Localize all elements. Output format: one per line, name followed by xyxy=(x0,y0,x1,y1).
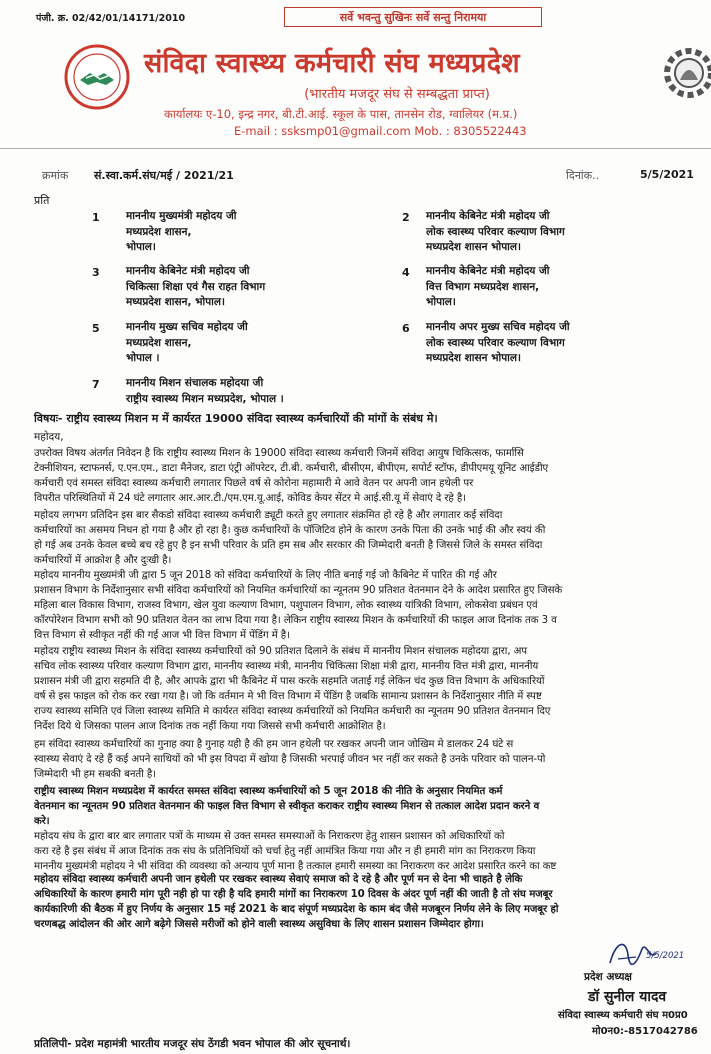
registration-number: पंजी. क्र. 02/42/01/14171/2010 xyxy=(36,13,186,24)
date-label: दिनांक.. xyxy=(566,169,600,182)
recipient-number: 6 xyxy=(402,322,410,335)
subject-line: विषयः- राष्ट्रीय स्वास्थ्य मिशन म में कार्यरत 19000 संविदा स्वास्थ्य कर्मचारियों की मांगों के संबंध मे। xyxy=(34,412,438,425)
signatory-org: संविदा स्वास्थ्य कर्मचारी संघ म0प्र0 xyxy=(558,1010,688,1021)
body-paragraph: महोदय लगभग प्रतिदिन इस बार सैकडो संविदा स्वास्थ्य कर्मचारी ड्यूटी करते हुए लगातार संक्रमित हो रहे है और लगातार कई संविदा कर्मचारियों का असमय निधन हो गया है और हो रहा है। कुछ कर्मचारियों के पॉजिटिव होने के कारण उनके पिता की उनके भाई की और स्वयं की हो गई अब उनके केवल बच्चे बच रहे हुए है इन सभी परिवार के प्रति हम सब और सरकार की जिम्मेदारी बनती है जिससे जिले के समस्त संविदा कर्मचारियों में आक्रोश है और दुःखी है। xyxy=(34,510,546,567)
recipient-block: माननीय केबिनेट मंत्री महोदय जी लोक स्वास्थ्य परिवार कल्याण विभाग मध्यप्रदेश शासन भोपाल। xyxy=(426,210,565,253)
handshake-emblem-icon xyxy=(64,44,130,110)
body-paragraph: उपरोक्त विषय अंतर्गत निवेदन है कि राष्ट्रीय स्वास्थ्य मिशन के 19000 संविदा स्वास्थ्य कर्मचारी जिनमें संविदा आयुष चिकित्सक, फार्मासि टेक्नीशियन, स्टाफनर्स, ए.एन.एम., डाटा मैनेजर, डाटा एंट्री ऑपरेटर, टी.बी. कर्मचारी, बीसीएम, बीपीएम, सपोर्ट स्टॉफ, डीपीएमयू यूनिट आईडीए कर्मचारी एवं समस्त संविदा स्वास्थ्य कर्मचारी लगातार पिछले वर्ष से कोरोना महामारी मे आवे वेतन पर अपनी जान हथेली पर विपरीत परिस्थितियों में 24 घंटे लगातार आर.आर.टी./एम.एम.यू.आई, कोविड केयर सेंटर मे आई.सी.यू में सेवाएं दे रहे है। xyxy=(34,448,549,505)
signatory-name: डॉ सुनील यादव xyxy=(588,989,667,1005)
recipient-number: 1 xyxy=(92,211,100,224)
recipient-number: 7 xyxy=(92,378,100,391)
header-divider xyxy=(0,148,711,149)
date-value: 5/5/2021 xyxy=(640,168,694,181)
recipient-block: माननीय मुख्य सचिव महोदय जी मध्यप्रदेश शासन, भोपाल । xyxy=(126,321,248,364)
signatory-mobile: मो0न0:-8517042786 xyxy=(592,1026,698,1037)
gear-emblem-icon xyxy=(658,40,711,106)
recipient-number: 2 xyxy=(402,211,410,224)
body-paragraph: महोदय माननीय मुख्यमंत्री जी द्वारा 5 जून 2018 को संविदा कर्मचारियों के लिए नीति बनाई गई जो कैबिनेट में पारित की गई और प्रशासन विभाग के निर्देशानुसार सभी संविदा कर्मचारियों को नियमित कर्मचारियों का न्यूनतम 90 प्रतिशत वेतनमान देने के आदेश प्रसारित हुए जिसके महिला बाल विकास विभाग, राजस्व विभाग, खेल युवा कल्याण विभाग, पशुपालन विभाग, लोक स्वास्थ्य यांत्रिकी विभाग, लोकसेवा प्रबंधन एवं कॉरपोरेशन विभाग सभी को 90 प्रतिशत वेतन का लाभ दिया गया है। लेकिन राष्ट्रीय स्वास्थ्य मिशन के कर्मचारियों की फाइल आज दिनांक तक 3 व वित्त विभाग से स्वीकृत नहीं की गई आज भी वित्त विभाग में पेंडिंग में है। xyxy=(34,570,563,642)
copy-to-line: प्रतिलिपी- प्रदेश महामंत्री भारतीय मजदूर संघ ठेंगडी भवन भोपाल की ओर सूचनार्थ। xyxy=(34,1038,351,1050)
recipient-block: माननीय केबिनेट मंत्री महोदय जी वित्त विभाग मध्यप्रदेश शासन, भोपाल। xyxy=(426,265,550,308)
motto-box: सर्वे भवन्तु सुखिनः सर्वे सन्तु निरामया xyxy=(284,7,542,27)
body-paragraph-demand: राष्ट्रीय स्वास्थ्य मिशन मध्यप्रदेश में कार्यरत समस्त संविदा स्वास्थ्य कर्मचारियों को 5 जून 2018 की नीति के अनुसार नियमित कर्म वेतनमान का न्यूनतम 90 प्रतिशत वेतनमान की फाइल वित्त विभाग से स्वीकृत कराकर राष्ट्रीय स्वास्थ्य मिशन से तत्काल आदेश प्रदान करने व करे। xyxy=(34,786,540,828)
ref-label: क्रमांक xyxy=(42,169,69,182)
salutation: प्रति xyxy=(34,194,50,207)
recipient-block: माननीय अपर मुख्य सचिव महोदय जी लोक स्वास्थ्य परिवार कल्याण विभाग मध्यप्रदेश शासन भोपाल। xyxy=(426,321,570,364)
body-paragraph-warning: महोदय संविदा स्वास्थ्य कर्मचारी अपनी जान हथेली पर रखकर स्वास्थ्य सेवाएं समाज को दे रहे है और पूर्ण मन से देना भी चाहते है लेकि अधिकारियों के कारण हमारी मांग पूरी नही हो पा रही है यदि हमारी मांगों का निराकरण 10 दिवस के अंदर पूर्ण नहीं की जाती है तो संघ मजबूर कार्यकारिणी की बैठक में हुए निर्णय के अनुसार 15 मई 2021 के बाद संपूर्ण मध्यप्रदेश के काम बंद जैसे मजबूरन निर्णय लेने के लिए मजबूर हो चरणबद्ध आंदोलन की ओर आगे बढ़ेगे जिससे मरीजों को होने वाली स्वास्थ्य असुविधा के लिए शासन प्रशासन जिम्मेदार होगा। xyxy=(34,874,559,931)
recipient-block: माननीय मुख्यमंत्री महोदय जी मध्यप्रदेश शासन, भोपाल। xyxy=(126,210,237,253)
recipient-number: 3 xyxy=(92,266,100,279)
signature-date: 5/5/2021 xyxy=(646,951,685,961)
body-paragraph: हम संविदा स्वास्थ्य कर्मचारियों का गुनाह क्या है गुनाह यही है की हम जान हथेली पर रखकर अपनी जान जोखिम मे डालकर 24 घंटे स स्वास्थ्य सेवाएं दे रहे हैं कई अपने साथियों को भी इस विपदा में खोया है जिसकी भरपाई जीवन भर नहीं कर सकते है उनके परिवार को पालन-पो जिम्मेदारी भी हम सबकी बनती है। xyxy=(34,739,546,781)
office-address: कार्यालयः ए-10, इन्द्र नगर, बी.टी.आई. स्कूल के पास, तानसेन रोड, ग्वालियर (म.प्र.) xyxy=(164,107,518,121)
body-paragraph: महोदय संघ के द्वारा बार बार लगातार पत्रों के माध्यम से उक्त समस्त समस्याओं के निराकरण हेतु शासन प्रशासन को अधिकारियों को करा रहे है इस संबंध में आज दिनांक तक संघ के प्रतिनिधियों को चर्चा हेतु नहीं आमंत्रित किया गया और न ही हमारी मांग का निराकरण किया माननीय मुख्यमंत्री महोदय ने भी संविदा की व्यवस्था को अन्याय पूर्ण माना है तत्काल हमारी समस्या का निराकरण कर आदेश प्रसारित करने का कष्ट xyxy=(34,831,557,873)
organization-name: संविदा स्वास्थ्य कर्मचारी संघ मध्यप्रदेश xyxy=(144,48,520,79)
greeting: महोदय, xyxy=(34,431,64,443)
signatory-title: प्रदेश अध्यक्ष xyxy=(584,971,632,983)
recipient-block: माननीय केबिनेट मंत्री महोदय जी चिकित्सा शिक्षा एवं गैस राहत विभाग मध्यप्रदेश शासन, भोपाल। xyxy=(126,265,266,308)
body-paragraph: महोदय राष्ट्रीय स्वास्थ्य मिशन के संविदा स्वास्थ्य कर्मचारियों को 90 प्रतिशत दिलाने के संबंध में माननीय मिशन संचालक महोदया द्वारा, अप सचिव लोक स्वास्थ्य परिवार कल्याण विभाग द्वारा, माननीय स्वास्थ्य मंत्री, माननीय चिकित्सा शिक्षा मंत्री द्वारा, माननीय वित्त मंत्री द्वारा, माननीय प्रशासन मंत्री जी द्वारा सहमति दी है, और आपके द्वारा भी कैबिनेट में पास करके सहमति जताई गई लेकिन चंद कुछ वित्त विभाग के अधिकारियों वर्ष से इस फाइल को रोक कर रखा गया है। जो कि वर्तमान मे भी वित्त विभाग में पेंडिंग है जबकि सामान्य प्रशासन के निर्देशानुसार नीति में स्पष्ट राज्य स्वास्थ्य समिति एवं जिला स्वास्थ्य समिति मे कार्यरत संविदा स्वास्थ्य कर्मचारियों को नियमित कर्मचारी का न्यूनतम 90 प्रतिशत वेतनमान दिए निर्देश दिये थे जिसका पालन आज दिनांक तक नहीं किया गया जिससे सभी कर्मचारी आक्रोशित है। xyxy=(34,646,551,733)
recipient-number: 4 xyxy=(402,266,410,279)
ref-number: सं.स्वा.कर्म.संघ/मई / 2021/21 xyxy=(94,169,234,182)
contact-line: E-mail : ssksmp01@gmail.com Mob. : 8305522443 xyxy=(234,124,527,138)
affiliation: (भारतीय मजदूर संघ से सम्बद्धता प्राप्त) xyxy=(304,87,490,102)
recipient-number: 5 xyxy=(92,322,100,335)
recipient-block: माननीय मिशन संचालक महोदया जी राष्ट्रीय स्वास्थ्य मिशन मध्यप्रदेश, भोपाल । xyxy=(126,377,284,405)
